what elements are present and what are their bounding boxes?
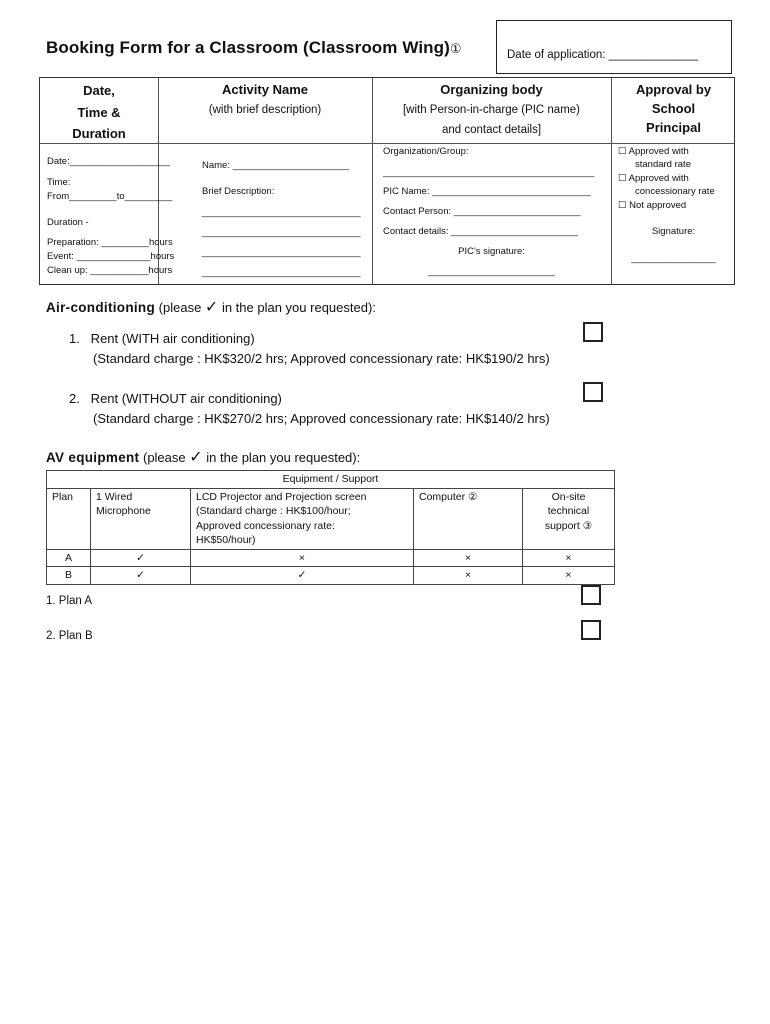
date-of-application-box[interactable] [496, 20, 732, 74]
brief-description-label: Brief Description: [202, 186, 275, 197]
col-microphone-header: 1 Wired Microphone [91, 488, 191, 549]
ac-without-checkbox[interactable] [583, 382, 603, 402]
description-line[interactable]: ______________________________ [202, 207, 361, 218]
booking-table [39, 77, 735, 285]
col-lcd-projector-header: LCD Projector and Projection screen (Standard charge : HK$100/hour; Approved concessionary rate: HK$50/hour) [191, 488, 414, 549]
contact-person-field[interactable]: Contact Person: ________________________ [383, 206, 581, 217]
table-header-row [47, 471, 615, 489]
pic-signature-label: PIC's signature: [458, 246, 525, 257]
cleanup-hours-field[interactable]: Clean up: ___________hours [47, 265, 173, 276]
air-conditioning-heading: Air-conditioning (please ✓ in the plan you requested): [46, 299, 376, 316]
cross-icon: × [191, 549, 414, 567]
page-title: Booking Form for a Classroom (Classroom Wing)① [46, 38, 462, 57]
ac-with-checkbox[interactable] [583, 322, 603, 342]
header-organizing-body: Organizing body [with Person-in-charge (PIC name) and contact details] [402, 82, 581, 136]
header-activity-name: Activity Name (with brief description) [208, 82, 322, 116]
approved-standard-label: standard rate [635, 159, 691, 170]
check-mark-icon: ✓ [204, 299, 219, 316]
cross-icon: × [414, 549, 523, 567]
table-row [47, 549, 615, 567]
header-date-time-duration: Date, Time & Duration [72, 83, 126, 141]
plan-a-label: 1. Plan A [46, 595, 93, 607]
preparation-hours-field[interactable]: Preparation: _________hours [47, 237, 173, 248]
ac-option-without: 2. Rent (WITHOUT air conditioning) (Standard charge : HK$270/2 hrs; Approved concessionary rate: HK$140/2 hrs) [69, 391, 550, 426]
table-row [47, 567, 615, 585]
cross-icon: × [523, 567, 615, 585]
principal-signature-line[interactable]: ________________ [631, 253, 716, 264]
plan-cell: A [47, 549, 91, 567]
not-approved-checkbox[interactable]: ☐ Not approved [618, 200, 687, 211]
approved-concessionary-label: concessionary rate [635, 186, 715, 197]
time-label: Time: [47, 177, 71, 188]
check-mark-icon: ✓ [189, 449, 203, 466]
check-mark-icon: ✓ [91, 567, 191, 585]
col-plan-header: Plan [47, 488, 91, 549]
organization-field[interactable]: ________________________________________ [383, 167, 595, 178]
plan-b-checkbox[interactable] [581, 620, 601, 640]
table-header-row [47, 488, 615, 549]
approved-standard-checkbox[interactable]: ☐ Approved with [618, 146, 689, 157]
av-equipment-table [46, 470, 615, 585]
header-approval: Approval by School Principal [635, 82, 712, 135]
description-line[interactable]: ______________________________ [202, 267, 361, 278]
equipment-support-header: Equipment / Support [47, 471, 615, 489]
note-1-icon: ① [449, 41, 462, 56]
duration-label: Duration - [47, 217, 89, 228]
col-computer-header: Computer ② [414, 488, 523, 549]
check-mark-icon: ✓ [91, 549, 191, 567]
cross-icon: × [414, 567, 523, 585]
contact-details-field[interactable]: Contact details: ________________________ [383, 226, 578, 237]
av-equipment-heading: AV equipment (please ✓ in the plan you requested): [46, 449, 361, 466]
check-mark-icon: ✓ [191, 567, 414, 585]
description-line[interactable]: ______________________________ [202, 247, 361, 258]
activity-name-field[interactable]: Name: ______________________ [202, 160, 349, 171]
col-support-header: On-site technical support ③ [523, 488, 615, 549]
cross-icon: × [523, 549, 615, 567]
plan-b-label: 2. Plan B [46, 630, 93, 642]
description-line[interactable]: ______________________________ [202, 227, 361, 238]
principal-signature-label: Signature: [651, 226, 696, 237]
date-field[interactable]: Date:___________________ [47, 156, 171, 167]
event-hours-field[interactable]: Event: ______________hours [47, 251, 175, 262]
plan-a-checkbox[interactable] [581, 585, 601, 605]
time-from-to-field[interactable]: From_________to_________ [47, 191, 173, 202]
pic-name-field[interactable]: PIC Name: ______________________________ [383, 186, 591, 197]
organization-label: Organization/Group: [383, 146, 469, 157]
pic-signature-line[interactable]: ________________________ [428, 266, 555, 277]
date-of-application-label: Date of application: ______________ [507, 49, 699, 61]
ac-option-with: 1. Rent (WITH air conditioning) (Standard charge : HK$320/2 hrs; Approved concessionary rate: HK$190/2 hrs) [69, 331, 550, 366]
plan-cell: B [47, 567, 91, 585]
approved-concessionary-checkbox[interactable]: ☐ Approved with [618, 173, 689, 184]
